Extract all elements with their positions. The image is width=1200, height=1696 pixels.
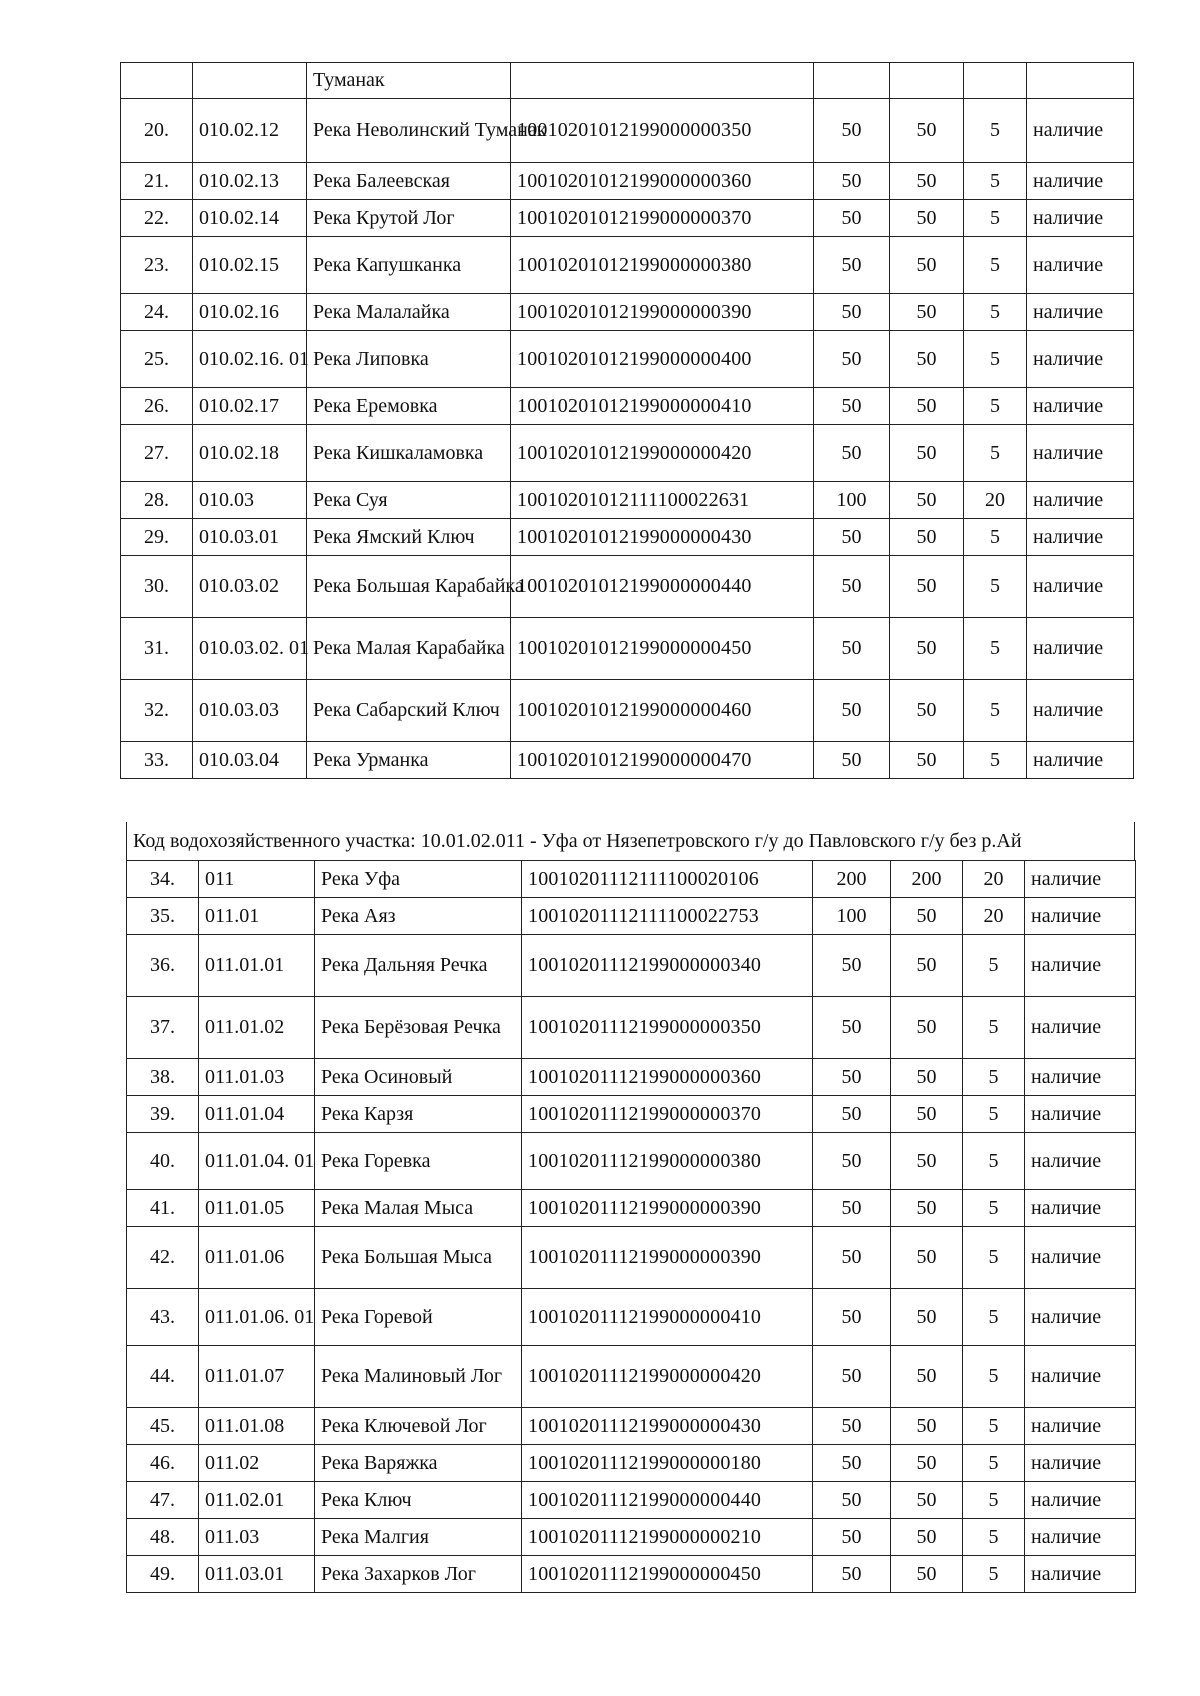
value-c-cell: 5 xyxy=(963,1556,1025,1593)
table-row xyxy=(127,1519,1136,1556)
river-name-cell: Река Ключевой Лог xyxy=(315,1408,522,1445)
status-cell: наличие xyxy=(1025,997,1136,1059)
table-row xyxy=(121,99,1134,163)
registry-id-cell: 10010201012199000000430 xyxy=(511,519,814,556)
object-code-cell: 010.02.14 xyxy=(193,200,307,237)
registry-id-cell: 10010201012199000000400 xyxy=(511,331,814,388)
value-a-cell: 50 xyxy=(813,997,891,1059)
value-c-cell: 5 xyxy=(964,742,1027,779)
river-name-cell: Река Варяжка xyxy=(315,1445,522,1482)
status-cell: наличие xyxy=(1027,519,1134,556)
value-a-cell: 50 xyxy=(814,331,890,388)
row-number-cell: 27. xyxy=(121,425,193,482)
status-cell: наличие xyxy=(1027,482,1134,519)
value-b-cell: 50 xyxy=(891,1227,963,1289)
value-b-cell: 50 xyxy=(890,99,964,163)
value-a-cell: 50 xyxy=(813,1096,891,1133)
value-c-cell: 5 xyxy=(963,997,1025,1059)
value-b-cell: 50 xyxy=(890,618,964,680)
value-b-cell: 50 xyxy=(890,680,964,742)
row-number-cell: 44. xyxy=(127,1346,199,1408)
object-code-cell: 011.02 xyxy=(199,1445,315,1482)
status-cell: наличие xyxy=(1027,163,1134,200)
river-name-cell: Река Балеевская xyxy=(307,163,511,200)
status-cell: наличие xyxy=(1025,1346,1136,1408)
river-name-cell: Река Горевой xyxy=(315,1289,522,1346)
river-name-cell: Река Осиновый xyxy=(315,1059,522,1096)
registry-id-cell: 10010201112199000000210 xyxy=(522,1519,813,1556)
registry-id-cell: 10010201012199000000380 xyxy=(511,237,814,294)
table-row xyxy=(121,63,1134,99)
row-number-cell: 43. xyxy=(127,1289,199,1346)
value-b-cell: 50 xyxy=(891,1190,963,1227)
status-cell: наличие xyxy=(1025,898,1136,935)
table-row xyxy=(127,1133,1136,1190)
registry-id-cell: 10010201112199000000450 xyxy=(522,1556,813,1593)
registry-id-cell: 10010201112199000000390 xyxy=(522,1227,813,1289)
object-code-cell: 010.03.02. 01 xyxy=(193,618,307,680)
value-b-cell: 50 xyxy=(891,898,963,935)
value-a-cell: 50 xyxy=(813,1482,891,1519)
value-b-cell: 50 xyxy=(891,1289,963,1346)
object-code-cell: 011.01.08 xyxy=(199,1408,315,1445)
table-row xyxy=(127,1227,1136,1289)
value-c-cell: 5 xyxy=(964,519,1027,556)
row-number-cell: 45. xyxy=(127,1408,199,1445)
object-code-cell: 011.01.03 xyxy=(199,1059,315,1096)
value-b-cell: 50 xyxy=(891,1346,963,1408)
value-a-cell: 50 xyxy=(813,1445,891,1482)
value-a-cell: 50 xyxy=(814,237,890,294)
value-c-cell: 5 xyxy=(964,425,1027,482)
row-number-cell: 24. xyxy=(121,294,193,331)
registry-id-cell: 10010201112199000000380 xyxy=(522,1133,813,1190)
river-name-cell: Река Уфа xyxy=(315,861,522,898)
table-row xyxy=(121,618,1134,680)
value-b-cell: 50 xyxy=(891,997,963,1059)
status-cell: наличие xyxy=(1025,861,1136,898)
value-b-cell: 50 xyxy=(890,331,964,388)
water-management-section-header: Код водохозяйственного участка: 10.01.02.011 - Уфа от Нязепетровского г/у до Павловского г/у без р.Ай xyxy=(126,822,1135,860)
registry-id-cell: 10010201012199000000470 xyxy=(511,742,814,779)
object-code-cell: 010.03.03 xyxy=(193,680,307,742)
value-b-cell: 50 xyxy=(890,163,964,200)
river-name-cell: Река Дальняя Речка xyxy=(315,935,522,997)
object-code-cell: 011.01.07 xyxy=(199,1346,315,1408)
status-cell: наличие xyxy=(1025,1482,1136,1519)
status-cell: наличие xyxy=(1025,1289,1136,1346)
table-row xyxy=(127,997,1136,1059)
river-name-cell: Река Капушканка xyxy=(307,237,511,294)
value-a-cell: 50 xyxy=(813,1227,891,1289)
value-b-cell: 200 xyxy=(891,861,963,898)
status-cell xyxy=(1027,63,1134,99)
value-b-cell: 50 xyxy=(890,556,964,618)
value-a-cell: 100 xyxy=(813,898,891,935)
status-cell: наличие xyxy=(1027,680,1134,742)
status-cell: наличие xyxy=(1025,1227,1136,1289)
registry-id-cell: 10010201112111100020106 xyxy=(522,861,813,898)
river-name-cell: Река Липовка xyxy=(307,331,511,388)
row-number-cell: 33. xyxy=(121,742,193,779)
object-code-cell: 011.03.01 xyxy=(199,1556,315,1593)
river-name-cell: Река Крутой Лог xyxy=(307,200,511,237)
status-cell: наличие xyxy=(1025,935,1136,997)
table-row xyxy=(127,1408,1136,1445)
value-c-cell: 5 xyxy=(964,331,1027,388)
registry-id-cell: 10010201012199000000370 xyxy=(511,200,814,237)
row-number-cell: 28. xyxy=(121,482,193,519)
table-row xyxy=(127,1556,1136,1593)
row-number-cell: 49. xyxy=(127,1556,199,1593)
object-code-cell: 010.02.12 xyxy=(193,99,307,163)
value-b-cell xyxy=(890,63,964,99)
value-c-cell: 5 xyxy=(963,1133,1025,1190)
object-code-cell: 011.01.06 xyxy=(199,1227,315,1289)
registry-id-cell: 10010201012111100022631 xyxy=(511,482,814,519)
object-code-cell: 010.02.15 xyxy=(193,237,307,294)
registry-id-cell: 10010201112199000000440 xyxy=(522,1482,813,1519)
river-name-cell: Река Малгия xyxy=(315,1519,522,1556)
value-b-cell: 50 xyxy=(891,935,963,997)
row-number-cell: 35. xyxy=(127,898,199,935)
object-code-cell: 011.03 xyxy=(199,1519,315,1556)
river-name-cell: Река Суя xyxy=(307,482,511,519)
object-code-cell: 010.03.02 xyxy=(193,556,307,618)
value-a-cell: 50 xyxy=(814,425,890,482)
value-a-cell: 50 xyxy=(813,1556,891,1593)
registry-id-cell: 10010201112199000000370 xyxy=(522,1096,813,1133)
table-row xyxy=(121,237,1134,294)
registry-id-cell: 10010201112199000000420 xyxy=(522,1346,813,1408)
object-code-cell: 010.03.04 xyxy=(193,742,307,779)
registry-table-lower xyxy=(126,860,1136,1593)
object-code-cell: 011.01.01 xyxy=(199,935,315,997)
object-code-cell: 010.02.13 xyxy=(193,163,307,200)
table-row xyxy=(121,388,1134,425)
status-cell: наличие xyxy=(1027,294,1134,331)
status-cell: наличие xyxy=(1025,1408,1136,1445)
value-b-cell: 50 xyxy=(890,425,964,482)
value-a-cell: 50 xyxy=(813,1408,891,1445)
value-a-cell: 50 xyxy=(814,618,890,680)
row-number-cell: 46. xyxy=(127,1445,199,1482)
value-c-cell: 5 xyxy=(963,1227,1025,1289)
registry-id-cell: 10010201012199000000410 xyxy=(511,388,814,425)
value-b-cell: 50 xyxy=(890,237,964,294)
row-number-cell: 34. xyxy=(127,861,199,898)
table-row xyxy=(127,1445,1136,1482)
object-code-cell: 011.01.02 xyxy=(199,997,315,1059)
river-name-cell: Река Кишкаламовка xyxy=(307,425,511,482)
table-row xyxy=(127,861,1136,898)
registry-id-cell: 10010201112199000000340 xyxy=(522,935,813,997)
row-number-cell: 29. xyxy=(121,519,193,556)
value-c-cell: 5 xyxy=(963,1482,1025,1519)
value-a-cell: 50 xyxy=(814,294,890,331)
registry-id-cell: 10010201112111100022753 xyxy=(522,898,813,935)
registry-id-cell: 10010201112199000000350 xyxy=(522,997,813,1059)
value-a-cell: 50 xyxy=(813,1133,891,1190)
row-number-cell: 47. xyxy=(127,1482,199,1519)
value-b-cell: 50 xyxy=(890,519,964,556)
object-code-cell: 011.01.04 xyxy=(199,1096,315,1133)
table-row xyxy=(121,425,1134,482)
status-cell: наличие xyxy=(1027,200,1134,237)
registry-id-cell: 10010201112199000000410 xyxy=(522,1289,813,1346)
value-c-cell: 5 xyxy=(963,1346,1025,1408)
value-c-cell: 5 xyxy=(964,294,1027,331)
value-a-cell: 50 xyxy=(813,1059,891,1096)
value-c-cell: 20 xyxy=(964,482,1027,519)
object-code-cell: 010.02.18 xyxy=(193,425,307,482)
value-b-cell: 50 xyxy=(891,1519,963,1556)
object-code-cell: 010.03 xyxy=(193,482,307,519)
river-name-cell: Река Большая Карабайка xyxy=(307,556,511,618)
table-row xyxy=(121,556,1134,618)
object-code-cell: 010.02.16. 01 xyxy=(193,331,307,388)
value-c-cell: 5 xyxy=(963,1289,1025,1346)
value-c-cell: 5 xyxy=(964,388,1027,425)
value-c-cell: 5 xyxy=(964,200,1027,237)
river-name-cell: Река Большая Мыса xyxy=(315,1227,522,1289)
table-row xyxy=(121,482,1134,519)
status-cell: наличие xyxy=(1027,742,1134,779)
object-code-cell: 010.02.17 xyxy=(193,388,307,425)
value-b-cell: 50 xyxy=(891,1096,963,1133)
registry-id-cell xyxy=(511,63,814,99)
row-number-cell: 22. xyxy=(121,200,193,237)
river-name-cell: Река Ключ xyxy=(315,1482,522,1519)
row-number-cell: 48. xyxy=(127,1519,199,1556)
row-number-cell: 39. xyxy=(127,1096,199,1133)
value-b-cell: 50 xyxy=(890,482,964,519)
value-a-cell: 50 xyxy=(814,388,890,425)
status-cell: наличие xyxy=(1027,556,1134,618)
value-a-cell: 200 xyxy=(813,861,891,898)
value-c-cell: 5 xyxy=(963,1096,1025,1133)
row-number-cell: 31. xyxy=(121,618,193,680)
row-number-cell: 26. xyxy=(121,388,193,425)
status-cell: наличие xyxy=(1025,1190,1136,1227)
table-row xyxy=(127,898,1136,935)
value-b-cell: 50 xyxy=(890,388,964,425)
row-number-cell: 37. xyxy=(127,997,199,1059)
value-b-cell: 50 xyxy=(891,1133,963,1190)
value-a-cell: 50 xyxy=(814,99,890,163)
table-row xyxy=(127,1289,1136,1346)
river-name-cell: Река Ямский Ключ xyxy=(307,519,511,556)
value-b-cell: 50 xyxy=(890,200,964,237)
value-c-cell: 5 xyxy=(963,1445,1025,1482)
table-row xyxy=(121,294,1134,331)
river-name-cell: Река Аяз xyxy=(315,898,522,935)
river-name-cell: Река Сабарский Ключ xyxy=(307,680,511,742)
table-row xyxy=(127,1190,1136,1227)
status-cell: наличие xyxy=(1027,99,1134,163)
value-a-cell: 50 xyxy=(814,556,890,618)
value-b-cell: 50 xyxy=(891,1059,963,1096)
table-row xyxy=(121,331,1134,388)
registry-id-cell: 10010201112199000000360 xyxy=(522,1059,813,1096)
value-a-cell: 50 xyxy=(814,742,890,779)
value-c-cell: 5 xyxy=(964,680,1027,742)
status-cell: наличие xyxy=(1025,1556,1136,1593)
row-number-cell xyxy=(121,63,193,99)
river-name-cell: Река Неволинский Туманак xyxy=(307,99,511,163)
registry-id-cell: 10010201012199000000440 xyxy=(511,556,814,618)
row-number-cell: 32. xyxy=(121,680,193,742)
value-c-cell xyxy=(964,63,1027,99)
river-name-cell: Река Малалайка xyxy=(307,294,511,331)
value-c-cell: 5 xyxy=(963,935,1025,997)
river-name-cell: Река Берёзовая Речка xyxy=(315,997,522,1059)
object-code-cell: 011 xyxy=(199,861,315,898)
value-b-cell: 50 xyxy=(891,1408,963,1445)
table-row xyxy=(121,680,1134,742)
river-name-cell: Река Еремовка xyxy=(307,388,511,425)
table-row xyxy=(121,163,1134,200)
river-name-cell: Река Захарков Лог xyxy=(315,1556,522,1593)
river-name-cell: Река Горевка xyxy=(315,1133,522,1190)
status-cell: наличие xyxy=(1025,1445,1136,1482)
river-name-cell: Река Карзя xyxy=(315,1096,522,1133)
object-code-cell: 011.02.01 xyxy=(199,1482,315,1519)
value-c-cell: 5 xyxy=(963,1408,1025,1445)
value-c-cell: 5 xyxy=(964,163,1027,200)
row-number-cell: 41. xyxy=(127,1190,199,1227)
table-row xyxy=(127,935,1136,997)
value-a-cell: 100 xyxy=(814,482,890,519)
object-code-cell xyxy=(193,63,307,99)
value-c-cell: 5 xyxy=(964,618,1027,680)
value-b-cell: 50 xyxy=(890,294,964,331)
registry-id-cell: 10010201012199000000420 xyxy=(511,425,814,482)
value-b-cell: 50 xyxy=(891,1482,963,1519)
registry-id-cell: 10010201012199000000350 xyxy=(511,99,814,163)
table-row xyxy=(121,742,1134,779)
value-a-cell: 50 xyxy=(814,519,890,556)
object-code-cell: 011.01.05 xyxy=(199,1190,315,1227)
river-name-cell: Туманак xyxy=(307,63,511,99)
value-a-cell: 50 xyxy=(813,1289,891,1346)
table-row xyxy=(127,1059,1136,1096)
table-row xyxy=(127,1346,1136,1408)
status-cell: наличие xyxy=(1027,331,1134,388)
value-a-cell: 50 xyxy=(813,935,891,997)
status-cell: наличие xyxy=(1025,1059,1136,1096)
object-code-cell: 011.01.06. 01 xyxy=(199,1289,315,1346)
status-cell: наличие xyxy=(1027,618,1134,680)
registry-id-cell: 10010201012199000000390 xyxy=(511,294,814,331)
value-a-cell: 50 xyxy=(813,1346,891,1408)
value-a-cell: 50 xyxy=(813,1519,891,1556)
object-code-cell: 010.03.01 xyxy=(193,519,307,556)
object-code-cell: 011.01 xyxy=(199,898,315,935)
row-number-cell: 38. xyxy=(127,1059,199,1096)
row-number-cell: 36. xyxy=(127,935,199,997)
registry-id-cell: 10010201112199000000390 xyxy=(522,1190,813,1227)
row-number-cell: 25. xyxy=(121,331,193,388)
river-name-cell: Река Урманка xyxy=(307,742,511,779)
object-code-cell: 011.01.04. 01 xyxy=(199,1133,315,1190)
value-a-cell: 50 xyxy=(814,200,890,237)
object-code-cell: 010.02.16 xyxy=(193,294,307,331)
row-number-cell: 21. xyxy=(121,163,193,200)
value-c-cell: 20 xyxy=(963,861,1025,898)
row-number-cell: 42. xyxy=(127,1227,199,1289)
status-cell: наличие xyxy=(1027,237,1134,294)
status-cell: наличие xyxy=(1025,1096,1136,1133)
river-name-cell: Река Малая Мыса xyxy=(315,1190,522,1227)
row-number-cell: 40. xyxy=(127,1133,199,1190)
value-c-cell: 5 xyxy=(963,1190,1025,1227)
row-number-cell: 23. xyxy=(121,237,193,294)
row-number-cell: 20. xyxy=(121,99,193,163)
river-name-cell: Река Малиновый Лог xyxy=(315,1346,522,1408)
value-c-cell: 5 xyxy=(963,1519,1025,1556)
value-c-cell: 5 xyxy=(964,237,1027,294)
status-cell: наличие xyxy=(1027,388,1134,425)
table-row xyxy=(121,519,1134,556)
value-a-cell: 50 xyxy=(813,1190,891,1227)
table-row xyxy=(127,1482,1136,1519)
value-b-cell: 50 xyxy=(891,1445,963,1482)
table-row xyxy=(127,1096,1136,1133)
value-c-cell: 20 xyxy=(963,898,1025,935)
status-cell: наличие xyxy=(1027,425,1134,482)
registry-id-cell: 10010201012199000000450 xyxy=(511,618,814,680)
status-cell: наличие xyxy=(1025,1519,1136,1556)
value-c-cell: 5 xyxy=(964,99,1027,163)
value-a-cell xyxy=(814,63,890,99)
registry-table-upper xyxy=(120,62,1134,779)
value-a-cell: 50 xyxy=(814,163,890,200)
status-cell: наличие xyxy=(1025,1133,1136,1190)
value-c-cell: 5 xyxy=(964,556,1027,618)
value-b-cell: 50 xyxy=(890,742,964,779)
value-a-cell: 50 xyxy=(814,680,890,742)
value-c-cell: 5 xyxy=(963,1059,1025,1096)
row-number-cell: 30. xyxy=(121,556,193,618)
table-row xyxy=(121,200,1134,237)
registry-id-cell: 10010201012199000000460 xyxy=(511,680,814,742)
value-b-cell: 50 xyxy=(891,1556,963,1593)
registry-id-cell: 10010201112199000000180 xyxy=(522,1445,813,1482)
river-name-cell: Река Малая Карабайка xyxy=(307,618,511,680)
registry-id-cell: 10010201012199000000360 xyxy=(511,163,814,200)
registry-id-cell: 10010201112199000000430 xyxy=(522,1408,813,1445)
